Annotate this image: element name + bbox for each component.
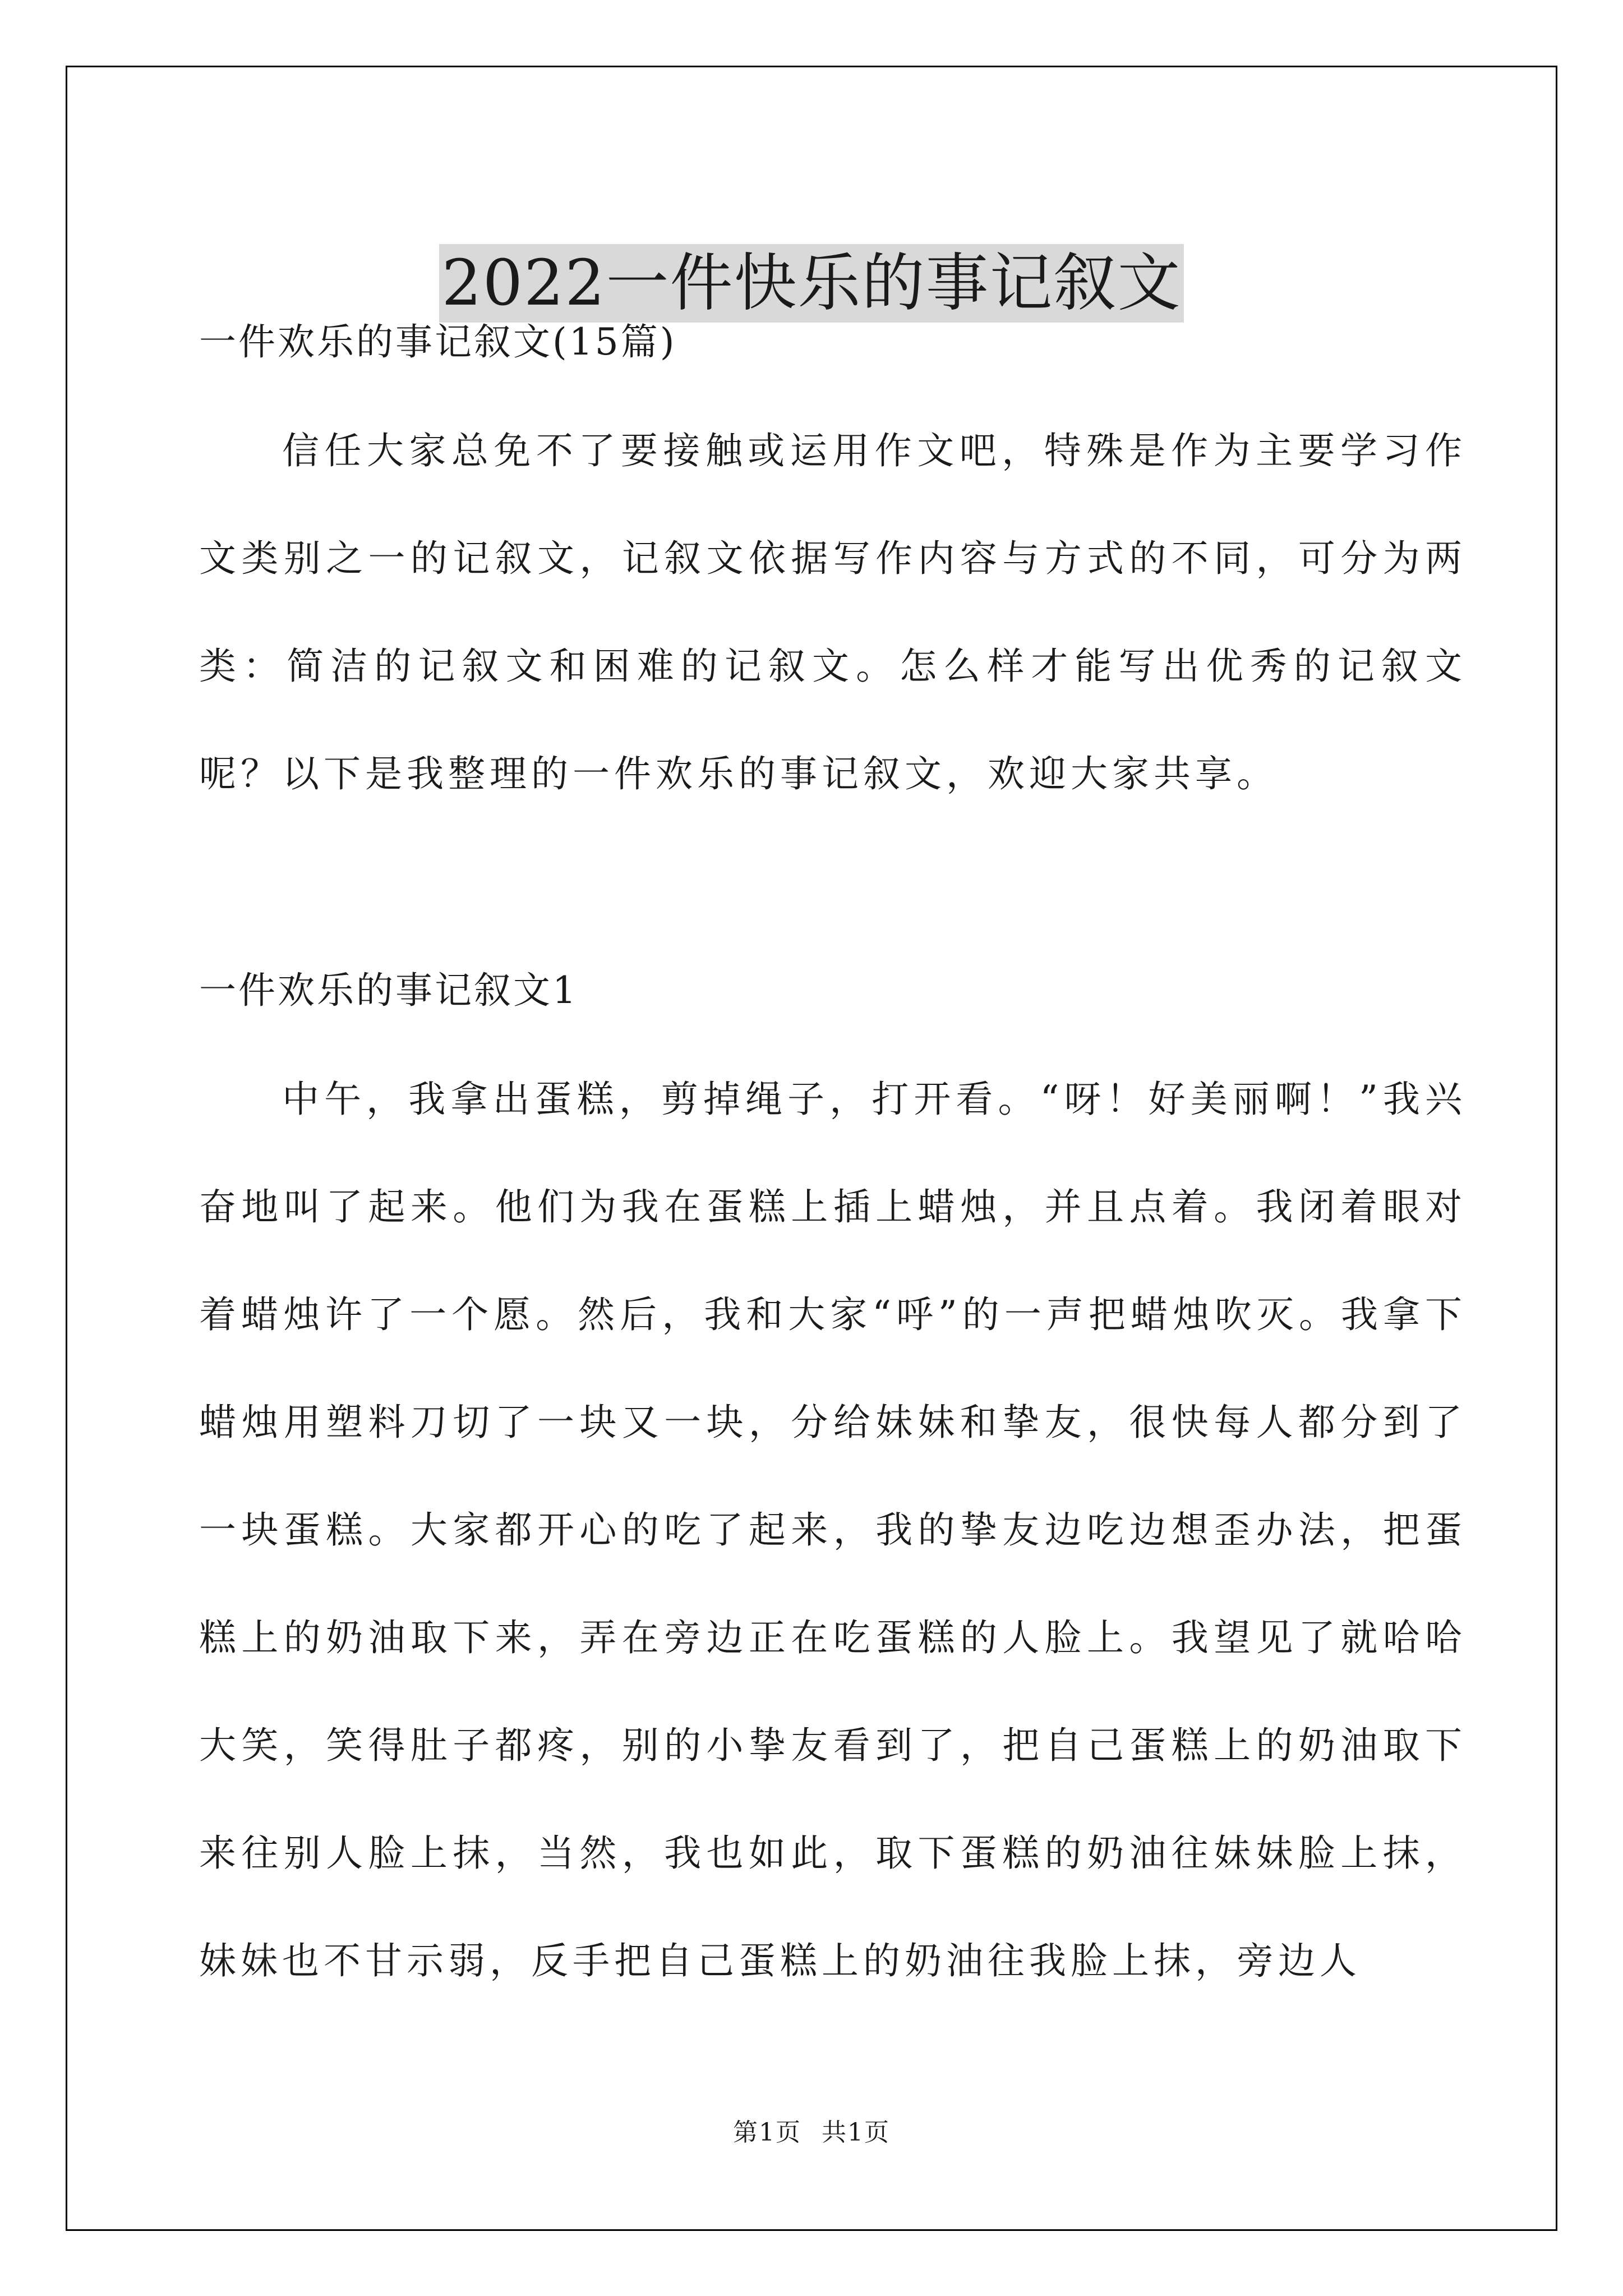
document-title: 2022一件快乐的事记叙文 [439, 244, 1183, 323]
page-number-current: 第1页 [733, 2118, 801, 2147]
page-number-total: 共1页 [822, 2118, 890, 2147]
document-subtitle: 一件欢乐的事记叙文(15篇) [199, 320, 677, 364]
section-heading: 一件欢乐的事记叙文1 [199, 969, 578, 1012]
section-paragraph: 中午，我拿出蛋糕，剪掉绳子，打开看。“呀！好美丽啊！”我兴奋地叫了起来。他们为我在蛋糕上插上蜡烛，并且点着。我闭着眼对着蜡烛许了一个愿。然后，我和大家“呼”的一声把蜡烛吹灭。我拿下蜡烛用塑料刀切了一块又一块，分给妹妹和挚友，很快每人都分到了一块蛋糕。大家都开心的吃了起来，我的挚友边吃边想歪办法，把蛋糕上的奶油取下来，弄在旁边正在吃蛋糕的人脸上。我望见了就哈哈大笑，笑得肚子都疼，别的小挚友看到了，把自己蛋糕上的奶油取下来往别人脸上抹，当然，我也如此，取下蛋糕的奶油往妹妹脸上抹，妹妹也不甘示弱，反手把自己蛋糕上的奶油往我脸上抹，旁边人 [199, 1078, 1467, 1982]
page-footer [0, 2116, 1623, 2150]
intro-paragraph: 信任大家总免不了要接触或运用作文吧，特殊是作为主要学习作文类别之一的记叙文，记叙文依据写作内容与方式的不同，可分为两类：简洁的记叙文和困难的记叙文。怎么样才能写出优秀的记叙文呢？以下是我整理的一件欢乐的事记叙文，欢迎大家共享。 [199, 429, 1467, 795]
document-body [199, 314, 1467, 2015]
